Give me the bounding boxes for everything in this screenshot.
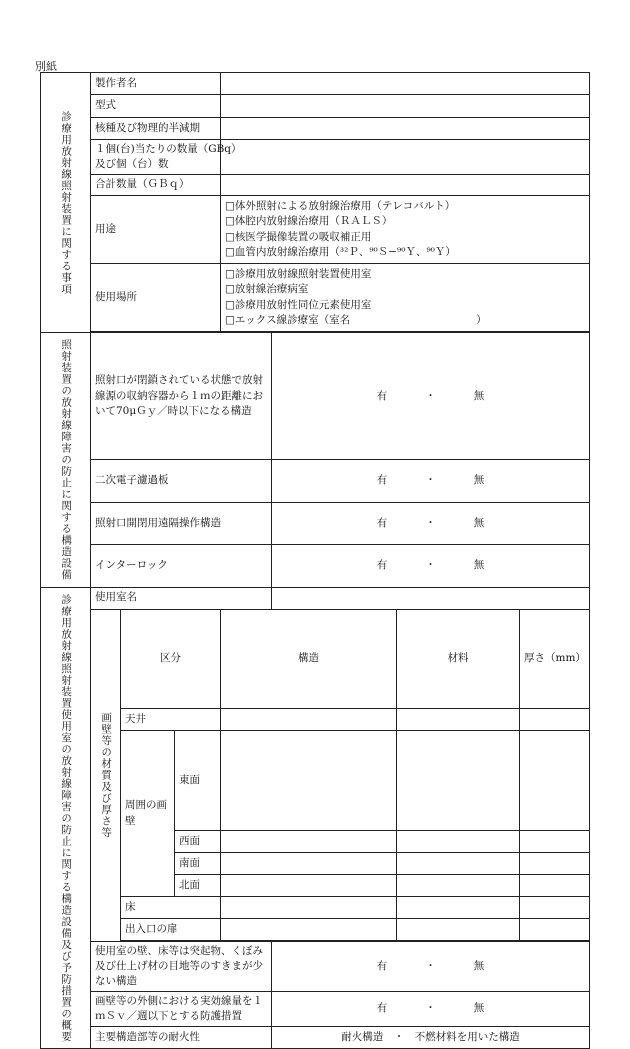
east-structure[interactable] [221,731,397,831]
south-structure[interactable] [221,853,397,875]
east-thickness[interactable] [520,731,590,831]
floor-structure[interactable] [221,897,397,919]
filter-label: 二次電子濾過板 [91,460,272,502]
closed-shield-label: 照射口が閉鎖されている状態で放射線源の収納容器から１ｍの距離において70μＧｙ／時以下になる構造 [91,333,272,460]
attachment-label: 別紙 [35,60,57,73]
use-options [221,196,590,264]
interlock-answer[interactable]: 有 ・ 無 [272,545,590,587]
material-header: 材料 [397,609,520,709]
south-material[interactable] [397,853,520,875]
south-label: 南面 [175,853,221,875]
south-thickness[interactable] [520,853,590,875]
maker-label: 製作者名 [91,73,221,95]
ceiling-structure[interactable] [221,709,397,731]
north-thickness[interactable] [520,875,590,897]
use-option-intravascular[interactable]: □血管内放射線治療用（³²Ｐ、⁹⁰Ｓ−⁹⁰Ｙ、⁹⁰Ｙ） [225,245,456,258]
east-label: 東面 [175,731,221,831]
use-option-rals[interactable]: □体腔内放射線治療用（ＲＡＬＳ） [225,215,393,228]
quantity-label-line1: １個(台)当たりの数量（GBq） [95,142,242,155]
nuclide-value[interactable] [221,118,590,140]
surrounding-wall-label: 周囲の画壁 [121,731,175,897]
quantity-label-line2: 及び個（台）数 [95,158,169,170]
gap-structure-label: 使用室の壁、床等は突起物、くぼみ及び仕上げ材の目地等のすきまが少ない構造 [91,942,272,992]
fire-resistance-label: 主要構造部等の耐火性 [91,1027,272,1049]
door-structure[interactable] [221,919,397,941]
north-structure[interactable] [221,875,397,897]
maker-value[interactable] [221,73,590,95]
shield-measure-label: 画壁等の外側における実効線量を１ｍＳｖ／週以下とする防護措置 [91,992,272,1027]
west-structure[interactable] [221,831,397,853]
place-option-treatment-ward[interactable]: □放射線治療病室 [225,283,309,296]
shield-measure-answer[interactable]: 有 ・ 無 [272,992,590,1027]
floor-label: 床 [121,897,221,919]
place-option-irradiation-room[interactable]: □診療用放射線照射装置使用室 [225,268,372,281]
north-material[interactable] [397,875,520,897]
west-material[interactable] [397,831,520,853]
place-options [221,264,590,332]
floor-material[interactable] [397,897,520,919]
category-header: 区分 [121,609,221,709]
ceiling-material[interactable] [397,709,520,731]
structure-header: 構造 [221,609,397,709]
section2-header: 照射装置の放射線障害の防止に関する構造設備 [41,333,91,588]
floor-thickness[interactable] [520,897,590,919]
use-option-teletherapy[interactable]: □体外照射による放射線治療用（テレコバルト） [225,200,456,213]
north-label: 北面 [175,875,221,897]
door-label: 出入口の扉 [121,919,221,941]
place-option-ri-room[interactable]: □診療用放射性同位元素使用室 [225,298,372,311]
total-label: 合計数量（ＧＢｑ） [91,175,221,196]
room-name-value[interactable] [272,587,590,609]
model-value[interactable] [221,95,590,118]
use-label: 用途 [91,196,221,264]
total-value[interactable] [221,175,590,196]
gap-structure-answer[interactable]: 有 ・ 無 [272,942,590,992]
fire-resistance-value[interactable]: 耐火構造 ・ 不燃材料を用いた構造 [272,1027,590,1049]
ceiling-label: 天井 [121,709,221,731]
section3-header: 診療用放射線照射装置使用室の放射線障害の防止に関する構造設備及び予防措置の概要 [41,587,91,1049]
quantity-value[interactable] [221,140,590,175]
place-option-xray-room[interactable]: □エックス線診療室（室名 ） [225,313,487,326]
quantity-label [91,140,242,175]
filter-answer[interactable]: 有 ・ 無 [272,460,590,502]
ceiling-thickness[interactable] [520,709,590,731]
interlock-label: インターロック [91,545,272,587]
remote-label: 照射口開閉用遠隔操作構造 [91,502,272,544]
section1-header: 診療用放射線照射装置に関する事項 [41,73,91,333]
model-label: 型式 [91,95,221,118]
east-material[interactable] [397,731,520,831]
door-material[interactable] [397,919,520,941]
thickness-header: 厚さ（mm） [520,609,590,709]
application-form-table [40,72,590,1049]
west-label: 西面 [175,831,221,853]
walls-header: 画壁等の材質及び厚さ等 [91,609,121,942]
place-label: 使用場所 [91,264,221,332]
closed-shield-answer[interactable]: 有 ・ 無 [272,333,590,460]
remote-answer[interactable]: 有 ・ 無 [272,502,590,544]
nuclide-label: 核種及び物理的半減期 [91,118,221,140]
west-thickness[interactable] [520,831,590,853]
room-name-label: 使用室名 [91,587,272,609]
door-thickness[interactable] [520,919,590,941]
use-option-attenuation[interactable]: □核医学撮像装置の吸収補正用 [225,230,372,243]
